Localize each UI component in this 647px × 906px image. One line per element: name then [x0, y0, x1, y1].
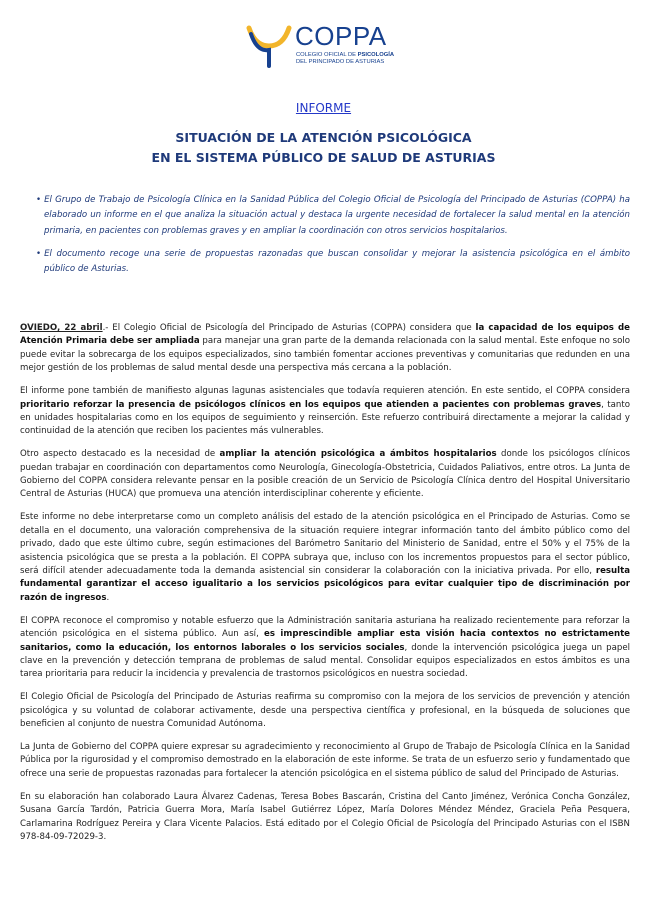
- logo-subtitle: [296, 52, 394, 66]
- paragraph-text: Este informe no debe interpretarse como un completo análisis del estado de la atención psicológica en el Principado de Asturias. Como se detalla en el documento, una valoración comprehensiva de la situación requiere integrar información tanto del ámbito público como del privado, dado que este último cubre, según estimaciones del Barómetro Sanitario del Ministerio de Sanidad, entre el 50% y el 75% de la asistencia psicológica que se presta a la población. El COPPA subraya que, incluso con los incrementos propuestos para el sector público, será difícil atender adecuadamente toda la demanda asistencial sin considerar la colaboración con la iniciativa privada. Por ello,: [20, 512, 630, 576]
- paragraph-text: .- El Colegio Oficial de Psicología del Principado de Asturias (COPPA) considera que: [102, 323, 476, 333]
- paragraph-7: La Junta de Gobierno del COPPA quiere expresar su agradecimiento y reconocimiento al Grupo de Trabajo de Psicología Clínica en la Sanidad Pública por la rigurosidad y el compromiso demostrado en la elaboración de este informe. Se trata de un esfuerzo serio y fundamentado que ofrece una serie de propuestas razonadas para fortalecer la atención psicológica en el sistema público de salud del Principado de Asturias.: [20, 741, 630, 779]
- paragraph-text: El COPPA reconoce el compromiso y notable esfuerzo que la Administración sanitaria asturiana ha realizado recientemente para reforzar la atención psicológica en el sistema público. Aun así,: [20, 615, 630, 640]
- paragraph-text: .: [106, 592, 110, 603]
- paragraph-emphasis: prioritario reforzar la presencia de psicólogos clínicos en los equipos que atienden a pacientes con problemas graves: [20, 399, 602, 410]
- paragraph-emphasis: resulta fundamental garantizar el acceso igualitario a los servicios psicológicos para evitar cualquier tipo de discriminación por razón de ingresos: [20, 566, 630, 603]
- logo-subtitle-line1: COLEGIO OFICIAL DE: [296, 52, 358, 58]
- logo-wordmark: COPPA: [295, 21, 387, 51]
- paragraph-text: Otro aspecto destacado es la necesidad de: [20, 449, 220, 460]
- paragraph-text: , tanto en unidades hospitalarias como en los equipos de seguimiento y reinserción. Este refuerzo contribuirá directamente a mejorar la calidad y continuidad de la atención que reciben los pacientes más vulnerables.: [20, 399, 630, 437]
- logo-subtitle-line2: DEL PRINCIPADO DE ASTURIAS: [296, 59, 385, 65]
- dateline: OVIEDO, 22 abril: [20, 323, 103, 333]
- paragraph-4: [20, 511, 630, 605]
- paragraph-emphasis: ampliar la atención psicológica a ámbitos hospitalarios: [219, 449, 497, 460]
- paragraph-emphasis: la capacidad de los equipos de Atención Primaria debe ser ampliada: [20, 323, 630, 347]
- paragraph-text: El informe pone también de manifiesto algunas lagunas asistenciales que todavía requieren atención. En este sentido, el COPPA considera: [20, 386, 630, 397]
- summary-bullets: [36, 193, 630, 285]
- paragraph-2: [20, 385, 630, 439]
- coppa-logo: [243, 16, 403, 72]
- summary-bullet-text: El documento recoge una serie de propuestas razonadas que buscan consolidar y mejorar la asistencia psicológica en el ámbito público de Asturias.: [44, 248, 630, 275]
- paragraph-8: En su elaboración han colaborado Laura Álvarez Cadenas, Teresa Bobes Bascarán, Cristina del Canto Jiménez, Verónica Concha González, Susana García Tardón, Patricia Guerra Mora, María Isabel Gutiérrez López, María Dolores Méndez Méndez, Graciela Peña Pesquera, Carlamarina Rodríguez Pereira y Clara Vicente Palacios. Está editado por el Colegio Oficial de Psicología del Principado Asturias con el ISBN 978-84-09-72029-3.: [20, 791, 630, 842]
- bullet-icon: •: [36, 248, 42, 259]
- coppa-emblem-icon: [243, 16, 295, 68]
- title-line-1: SITUACIÓN DE LA ATENCIÓN PSICOLÓGICA: [175, 130, 472, 145]
- paragraph-1: [20, 322, 630, 376]
- title-line-2: EN EL SISTEMA PÚBLICO DE SALUD DE ASTURIAS: [151, 150, 496, 165]
- paragraph-text: , donde la intervención psicológica juega un papel clave en la prevención y detección temprana de problemas de salud mental. Consolidar equipos especializados en estos ámbitos es una tarea prioritaria para reducir la incidencia y prevalencia de trastornos psicológicos en nuestra sociedad.: [20, 642, 630, 680]
- paragraph-6: El Colegio Oficial de Psicología del Principado de Asturias reafirma su compromiso con la mejora de los servicios de prevención y atención psicológica y su voluntad de colaborar activamente, desde una perspectiva científica y profesional, en la búsqueda de soluciones que beneficien al conjunto de nuestra Comunidad Autónoma.: [20, 692, 630, 730]
- paragraph-emphasis: es imprescindible ampliar esta visión hacia contextos no estrictamente sanitarios, como la educación, los entornos laborales o los servicios sociales: [20, 629, 631, 653]
- article-body: [20, 322, 630, 854]
- paragraph-3: [20, 448, 630, 502]
- paragraph-5: [20, 615, 630, 682]
- logo-subtitle-bold: PSICOLOGÍA: [357, 52, 395, 58]
- summary-bullet: [36, 193, 630, 239]
- paragraph-text: para manejar una gran parte de la demanda relacionada con la salud mental. Este enfoque no solo puede evitar la sobrecarga de los equipos especializados, sino también fomentar acciones preventivas y comunitarias que redunden en una mejor gestión de los problemas de salud mental desde una perspectiva más cercana a la población.: [20, 336, 630, 374]
- bullet-icon: •: [36, 195, 42, 205]
- document-type-label: INFORME: [295, 101, 352, 115]
- summary-bullet-text: El Grupo de Trabajo de Psicología Clínica en la Sanidad Pública del Colegio Oficial de Psicología del Principado de Asturias (COPPA) ha elaborado un informe en el que analiza la situación actual y destaca la urgente necesidad de fortalecer la salud mental en la atención primaria, en pacientes con problemas graves y en ampliar la coordinación con otros servicios hospitalarios.: [44, 195, 630, 236]
- document-title: [0, 128, 647, 168]
- summary-bullet: [36, 247, 630, 278]
- paragraph-text: donde los psicólogos clínicos puedan trabajar en coordinación con departamentos como Neurología, Ginecología-Obstetricia, Cuidados Paliativos, entre otros. La Junta de Gobierno del COPPA considera relevante pensar en la posible creación de un Servicio de Psicología Clínica dentro del Hospital Universitario Central de Asturias (HUCA) que promueva una atención interdisciplinar coherente y eficiente.: [20, 449, 631, 500]
